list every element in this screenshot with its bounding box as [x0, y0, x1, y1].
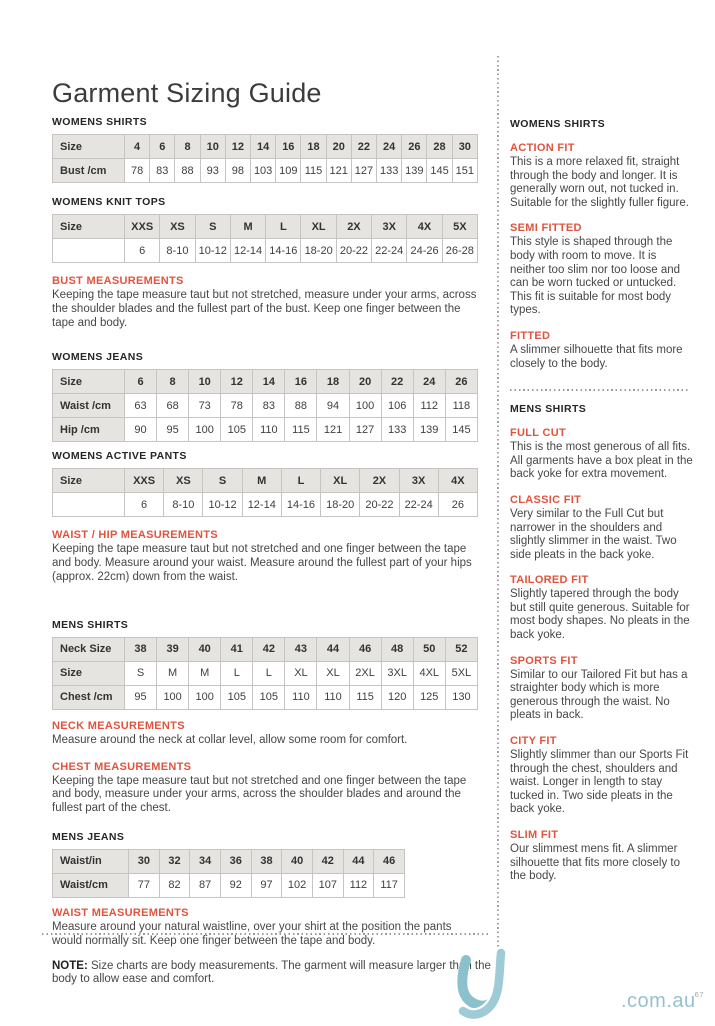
value-cell: 10 — [189, 370, 221, 394]
womens-knit-tops-size-table — [52, 214, 478, 263]
value-cell: 139 — [402, 159, 427, 183]
table-row — [53, 873, 405, 897]
value-cell: 145 — [427, 159, 452, 183]
value-cell: 125 — [413, 685, 445, 709]
value-cell: XL — [285, 661, 317, 685]
mens-shirts-size-table — [52, 637, 478, 710]
note-label: NOTE: — [52, 959, 88, 972]
value-cell: 68 — [157, 394, 189, 418]
value-cell: 14-16 — [266, 239, 301, 263]
value-cell: 8-10 — [164, 493, 203, 517]
value-cell: 18-20 — [321, 493, 360, 517]
size-charts-column — [52, 116, 478, 949]
fit-name: FULL CUT — [510, 427, 566, 440]
fit-block-fitted — [510, 330, 694, 371]
value-cell: 145 — [445, 418, 477, 442]
value-cell: 117 — [374, 873, 405, 897]
value-cell: 8 — [157, 370, 189, 394]
row-label-cell: Size — [53, 469, 125, 493]
value-cell: 3X — [399, 469, 438, 493]
brand-logo-u-icon — [454, 948, 514, 1022]
value-cell: 18 — [317, 370, 349, 394]
value-cell: 12 — [221, 370, 253, 394]
page-title: Garment Sizing Guide — [52, 78, 322, 109]
fit-description: A slimmer silhouette that fits more closely to the body. — [510, 343, 683, 370]
value-cell: 20-22 — [336, 239, 371, 263]
fit-name: CLASSIC FIT — [510, 493, 582, 506]
value-cell: 14 — [253, 370, 285, 394]
value-cell: 32 — [159, 849, 190, 873]
value-cell: XL — [317, 661, 349, 685]
value-cell: 88 — [175, 159, 200, 183]
value-cell: 18 — [301, 135, 326, 159]
value-cell: 26 — [438, 493, 477, 517]
row-label-cell: Hip /cm — [53, 418, 125, 442]
value-cell: 115 — [349, 685, 381, 709]
value-cell: 103 — [251, 159, 276, 183]
value-cell: 6 — [125, 493, 164, 517]
fit-description: This style is shaped through the body with room to move. It is neither too slim nor too loose and can be worn tucked or untucked. This fit is suitable for most body types. — [510, 236, 681, 317]
value-cell: 42 — [253, 637, 285, 661]
value-cell: XS — [160, 215, 195, 239]
value-cell: M — [157, 661, 189, 685]
value-cell: 2XL — [349, 661, 381, 685]
fit-block-tailored-fit — [510, 574, 694, 642]
value-cell: 90 — [125, 418, 157, 442]
value-cell: 78 — [221, 394, 253, 418]
mens-jeans-size-table — [52, 849, 405, 898]
value-cell: L — [281, 469, 320, 493]
row-label-cell — [53, 493, 125, 517]
note-text: Size charts are body measurements. The garment will measure larger than the body to allow ease and comfort. — [52, 959, 491, 986]
value-cell: 110 — [285, 685, 317, 709]
value-cell: 12-14 — [230, 239, 265, 263]
value-cell: 83 — [150, 159, 175, 183]
table-row — [53, 135, 478, 159]
value-cell: L — [221, 661, 253, 685]
value-cell: 8 — [175, 135, 200, 159]
value-cell: XXS — [125, 215, 160, 239]
value-cell: 5XL — [445, 661, 477, 685]
value-cell: L — [266, 215, 301, 239]
fit-description: Very similar to the Full Cut but narrower in the shoulders and slightly slimmer in the waist. Two side pleats in the back yoke. — [510, 507, 677, 561]
value-cell: 130 — [445, 685, 477, 709]
fit-description: This is a more relaxed fit, straight through the body and longer. It is generally worn out, not tucked in. Suitable for the slightly fuller figure. — [510, 156, 689, 209]
value-cell: 6 — [150, 135, 175, 159]
value-cell: 105 — [253, 685, 285, 709]
table-row — [53, 469, 478, 493]
value-cell: 20-22 — [360, 493, 399, 517]
value-cell: 88 — [285, 394, 317, 418]
value-cell: 40 — [282, 849, 313, 873]
value-cell: 22 — [381, 370, 413, 394]
value-cell: 16 — [285, 370, 317, 394]
value-cell: 2X — [336, 215, 371, 239]
value-cell: XXS — [125, 469, 164, 493]
value-cell: 48 — [381, 637, 413, 661]
value-cell: 93 — [200, 159, 225, 183]
section-heading-mens-shirts-fits: MENS SHIRTS — [510, 403, 587, 416]
value-cell: 3X — [372, 215, 407, 239]
fit-block-sports-fit — [510, 655, 694, 723]
value-cell: 97 — [251, 873, 282, 897]
value-cell: 4X — [407, 215, 442, 239]
brand-domain-text — [621, 990, 705, 1013]
value-cell: 78 — [125, 159, 150, 183]
value-cell: 10 — [200, 135, 225, 159]
value-cell: 83 — [253, 394, 285, 418]
womens-jeans-size-table — [52, 369, 478, 442]
value-cell: 10-12 — [195, 239, 230, 263]
table-row — [53, 637, 478, 661]
value-cell: 38 — [251, 849, 282, 873]
section-heading-mens-shirts: MENS SHIRTS — [52, 618, 129, 631]
value-cell: 22 — [351, 135, 376, 159]
value-cell: 133 — [377, 159, 402, 183]
value-cell: XL — [321, 469, 360, 493]
page-number: 67 — [694, 990, 704, 1000]
value-cell: 5X — [442, 215, 477, 239]
value-cell: 4X — [438, 469, 477, 493]
fit-descriptions-column — [510, 118, 694, 884]
measurement-heading-waist-hip: WAIST / HIP MEASUREMENTS — [52, 529, 218, 542]
fit-block-full-cut — [510, 427, 694, 482]
value-cell: 77 — [129, 873, 160, 897]
value-cell: 12-14 — [242, 493, 281, 517]
value-cell: 151 — [452, 159, 477, 183]
fit-description: This is the most generous of all fits. All garments have a box pleat in the back yoke for extra movement. — [510, 441, 693, 481]
value-cell: 2X — [360, 469, 399, 493]
note-paragraph — [52, 960, 492, 988]
value-cell: 127 — [351, 159, 376, 183]
value-cell: S — [125, 661, 157, 685]
measurement-text-waist: Measure around your natural waistline, over your shirt at the position the pants would normally sit. Keep one finger between the tape and body. — [52, 920, 452, 947]
value-cell: 24-26 — [407, 239, 442, 263]
fits-divider-dotted — [510, 389, 688, 391]
value-cell: 24 — [413, 370, 445, 394]
value-cell: 16 — [276, 135, 301, 159]
value-cell: 100 — [157, 685, 189, 709]
value-cell: M — [189, 661, 221, 685]
value-cell: 107 — [312, 873, 343, 897]
value-cell: 46 — [374, 849, 405, 873]
value-cell: 73 — [189, 394, 221, 418]
row-label-cell: Chest /cm — [53, 685, 125, 709]
brand-domain-label: .com.au — [621, 990, 696, 1012]
value-cell: M — [230, 215, 265, 239]
value-cell: 46 — [349, 637, 381, 661]
value-cell: 127 — [349, 418, 381, 442]
value-cell: 100 — [189, 418, 221, 442]
value-cell: 8-10 — [160, 239, 195, 263]
value-cell: 18-20 — [301, 239, 336, 263]
value-cell: 41 — [221, 637, 253, 661]
value-cell: 4 — [125, 135, 150, 159]
value-cell: 6 — [125, 239, 160, 263]
value-cell: 112 — [343, 873, 374, 897]
fit-name: TAILORED FIT — [510, 574, 589, 587]
value-cell: 115 — [285, 418, 317, 442]
row-label-cell: Size — [53, 215, 125, 239]
value-cell: 10-12 — [203, 493, 242, 517]
value-cell: M — [242, 469, 281, 493]
value-cell: 94 — [317, 394, 349, 418]
value-cell: 109 — [276, 159, 301, 183]
value-cell: 121 — [326, 159, 351, 183]
row-label-cell: Bust /cm — [53, 159, 125, 183]
value-cell: XS — [164, 469, 203, 493]
value-cell: 112 — [413, 394, 445, 418]
womens-active-pants-size-table — [52, 468, 478, 517]
table-row — [53, 370, 478, 394]
value-cell: 30 — [129, 849, 160, 873]
row-label-cell: Waist/cm — [53, 873, 129, 897]
row-label-cell — [53, 239, 125, 263]
value-cell: 39 — [157, 637, 189, 661]
value-cell: 87 — [190, 873, 221, 897]
value-cell: 50 — [413, 637, 445, 661]
value-cell: 98 — [225, 159, 250, 183]
column-divider-dotted — [497, 56, 499, 988]
value-cell: 102 — [282, 873, 313, 897]
table-row — [53, 493, 478, 517]
measurement-heading-waist: WAIST MEASUREMENTS — [52, 906, 189, 919]
section-heading-mens-jeans: MENS JEANS — [52, 830, 125, 843]
value-cell: 20 — [326, 135, 351, 159]
value-cell: 20 — [349, 370, 381, 394]
value-cell: 38 — [125, 637, 157, 661]
table-row — [53, 159, 478, 183]
table-row — [53, 418, 478, 442]
section-heading-womens-shirts-fits: WOMENS SHIRTS — [510, 118, 606, 130]
value-cell: 100 — [189, 685, 221, 709]
value-cell: 44 — [317, 637, 349, 661]
measurement-heading-neck: NECK MEASUREMENTS — [52, 719, 185, 732]
value-cell: 63 — [125, 394, 157, 418]
value-cell: 82 — [159, 873, 190, 897]
row-label-cell: Size — [53, 370, 125, 394]
value-cell: 43 — [285, 637, 317, 661]
fit-description: Similar to our Tailored Fit but has a straighter body which is more generous through the waist. No pleats in back. — [510, 668, 688, 722]
value-cell: 110 — [317, 685, 349, 709]
value-cell: 120 — [381, 685, 413, 709]
measurement-text-chest: Keeping the tape measure taut but not stretched and one finger between the tape and body, measure under your arms, across the shoulder blades and around the fullest part of the chest. — [52, 774, 467, 815]
value-cell: 105 — [221, 685, 253, 709]
fit-block-action-fit — [510, 142, 694, 210]
fit-name: ACTION FIT — [510, 142, 575, 154]
fit-block-city-fit — [510, 735, 694, 817]
value-cell: 121 — [317, 418, 349, 442]
measurement-text-waist-hip: Keeping the tape measure taut but not stretched and one finger between the tape and body. Measure around your waist. Measure around the fullest part of your hips (approx. 22cm) down from the waist. — [52, 543, 472, 583]
value-cell: 95 — [157, 418, 189, 442]
value-cell: L — [253, 661, 285, 685]
table-row — [53, 239, 478, 263]
measurement-text-bust: Keeping the tape measure taut but not stretched, measure under your arms, across the shoulder blades and the fullest part of the bust. Keep one finger between the tape and body. — [52, 289, 477, 329]
note-divider-dotted — [42, 933, 490, 935]
fit-description: Our slimmest mens fit. A slimmer silhouette that fits more closely to the body. — [510, 843, 681, 883]
row-label-cell: Waist /cm — [53, 394, 125, 418]
row-label-cell: Neck Size — [53, 637, 125, 661]
value-cell: 42 — [312, 849, 343, 873]
table-row — [53, 849, 405, 873]
value-cell: 52 — [445, 637, 477, 661]
row-label-cell: Size — [53, 135, 125, 159]
value-cell: 26-28 — [442, 239, 477, 263]
value-cell: 105 — [221, 418, 253, 442]
value-cell: 133 — [381, 418, 413, 442]
fit-name: SLIM FIT — [510, 829, 559, 841]
value-cell: 95 — [125, 685, 157, 709]
value-cell: 24 — [377, 135, 402, 159]
value-cell: XL — [301, 215, 336, 239]
table-row — [53, 394, 478, 418]
womens-shirts-size-table — [52, 134, 478, 183]
value-cell: 139 — [413, 418, 445, 442]
fit-name: FITTED — [510, 329, 551, 342]
value-cell: S — [195, 215, 230, 239]
value-cell: 26 — [402, 135, 427, 159]
value-cell: 6 — [125, 370, 157, 394]
section-heading-womens-jeans: WOMENS JEANS — [52, 351, 144, 364]
value-cell: 22-24 — [372, 239, 407, 263]
value-cell: 28 — [427, 135, 452, 159]
measurement-text-neck: Measure around the neck at collar level, allow some room for comfort. — [52, 733, 408, 746]
row-label-cell: Waist/in — [53, 849, 129, 873]
value-cell: 44 — [343, 849, 374, 873]
table-row — [53, 215, 478, 239]
value-cell: 22-24 — [399, 493, 438, 517]
value-cell: 40 — [189, 637, 221, 661]
table-row — [53, 661, 478, 685]
value-cell: 106 — [381, 394, 413, 418]
fit-name: SEMI FITTED — [510, 222, 582, 235]
measurement-heading-chest: CHEST MEASUREMENTS — [52, 760, 192, 773]
fit-block-classic-fit — [510, 494, 694, 562]
value-cell: 115 — [301, 159, 326, 183]
value-cell: 3XL — [381, 661, 413, 685]
fit-block-slim-fit — [510, 829, 694, 884]
value-cell: 4XL — [413, 661, 445, 685]
section-heading-womens-shirts: WOMENS SHIRTS — [52, 116, 148, 128]
measurement-heading-bust: BUST MEASUREMENTS — [52, 275, 184, 287]
value-cell: 36 — [220, 849, 251, 873]
value-cell: 92 — [220, 873, 251, 897]
fit-description: Slightly tapered through the body but still quite generous. Suitable for most body shapes. No pleats in the back yoke. — [510, 588, 690, 642]
fit-name: CITY FIT — [510, 735, 557, 748]
fit-description: Slightly slimmer than our Sports Fit through the chest, shoulders and waist. Longer in length to stay tucked in. Two side pleats in the back yoke. — [510, 749, 689, 816]
section-heading-womens-active-pants: WOMENS ACTIVE PANTS — [52, 450, 187, 463]
value-cell: 14-16 — [281, 493, 320, 517]
value-cell: 26 — [445, 370, 477, 394]
fit-block-semi-fitted — [510, 222, 694, 318]
value-cell: 12 — [225, 135, 250, 159]
value-cell: 100 — [349, 394, 381, 418]
value-cell: 110 — [253, 418, 285, 442]
value-cell: 14 — [251, 135, 276, 159]
fit-name: SPORTS FIT — [510, 654, 578, 667]
value-cell: 34 — [190, 849, 221, 873]
value-cell: S — [203, 469, 242, 493]
section-heading-womens-knit-tops: WOMENS KNIT TOPS — [52, 196, 166, 208]
value-cell: 30 — [452, 135, 477, 159]
table-row — [53, 685, 478, 709]
row-label-cell: Size — [53, 661, 125, 685]
value-cell: 118 — [445, 394, 477, 418]
